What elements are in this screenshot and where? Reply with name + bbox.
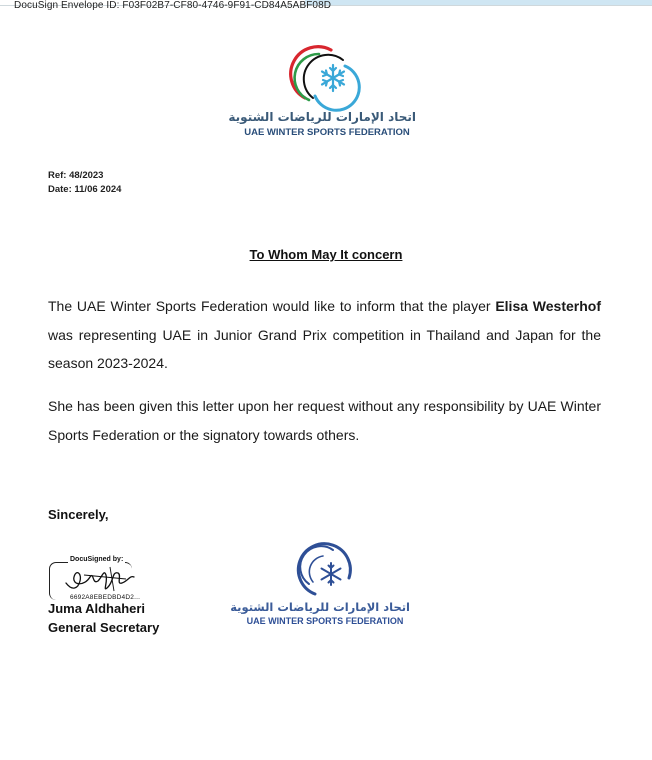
org-name-arabic: اتحاد الإمارات للرياضات الشتوية <box>228 110 416 124</box>
reference-number: Ref: 48/2023 <box>48 170 104 181</box>
signer-name: Juma Aldhaheri <box>48 601 146 616</box>
stamp-org-name-arabic: اتحاد الإمارات للرياضات الشتوية <box>230 600 410 614</box>
player-name: Elisa Westerhof <box>495 298 602 314</box>
docusign-envelope-id: DocuSign Envelope ID: F03F02B7-CF80-4746-9F91-CD84A5ABF08D <box>14 0 332 11</box>
para1-before: The UAE Winter Sports Federation would like to inform that the player <box>48 298 496 314</box>
handwritten-signature <box>62 563 142 595</box>
letter-subject <box>0 247 652 262</box>
closing: Sincerely, <box>48 507 109 522</box>
snowflake-icon <box>322 65 344 91</box>
subject-text: To Whom May It concern <box>249 247 403 262</box>
para1-after: was representing UAE in Junior Grand Prix competition in Thailand and Japan for the season 2023-2024. <box>48 326 601 371</box>
body-paragraph-2: She has been given this letter upon her request without any responsibility by UAE Winter Sports Federation or the signatory towards others. <box>48 398 601 443</box>
docusign-hash: 6692A8EBEDBD4D2... <box>70 594 141 601</box>
snowflake-icon <box>322 563 341 585</box>
org-name-english: UAE WINTER SPORTS FEDERATION <box>244 127 410 138</box>
signer-title: General Secretary <box>48 620 160 635</box>
body-paragraph-1 <box>48 292 601 378</box>
federation-stamp-logo <box>293 540 357 600</box>
logo-blue-arc <box>315 66 359 110</box>
federation-logo <box>285 40 361 112</box>
stamp-org-name-english: UAE WINTER SPORTS FEDERATION <box>246 616 404 626</box>
docusign-label: DocuSigned by: <box>70 556 124 563</box>
letter-date: Date: 11/06 2024 <box>48 184 122 195</box>
